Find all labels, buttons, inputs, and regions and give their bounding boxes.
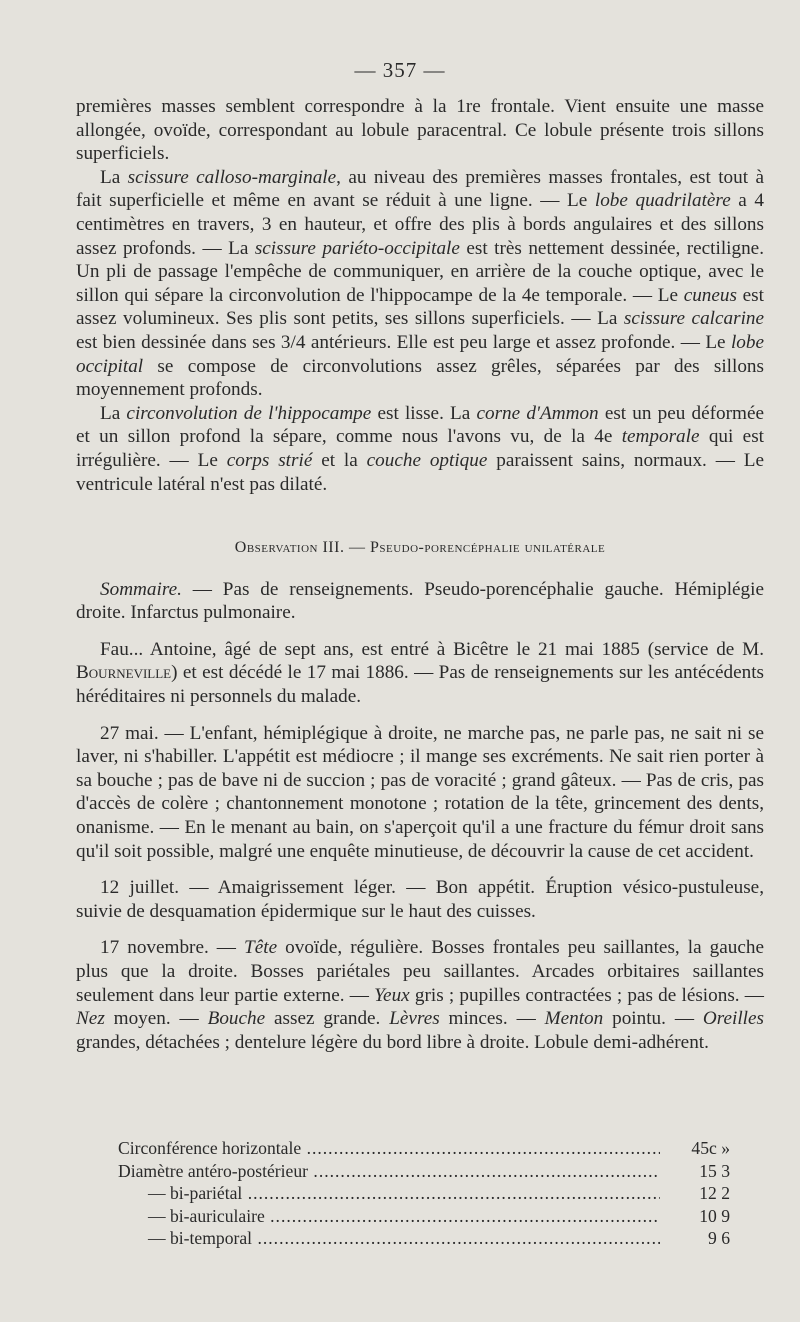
paragraph-3: La circonvolution de l'hippocampe est lisse. La corne d'Ammon est un peu déformée et un sillon profond la sépare, comme nous l'avons vu, de la 4e temporale qui est irrégulière. — Le corps strié et la couche optique paraissent sains, normaux. — Le ventricule latéral n'est pas dilaté.	[76, 402, 765, 495]
summary-label: Sommaire.	[100, 578, 182, 600]
paragraph-4: Fau... Antoine, âgé de sept ans, est entré à Bicêtre le 21 mai 1885 (service de M. Bourneville) et est décédé le 17 mai 1886. — Pas de renseignements sur les antécédents héréditaires ni personnels du malade.	[76, 638, 764, 708]
summary: Sommaire. — Pas de renseignements. Pseudo-porencéphalie gauche. Hémiplégie droite. Infarctus pulmonaire.	[76, 578, 764, 624]
measurement-row: Circonférence horizontale ..... 45c »	[118, 1137, 730, 1160]
paragraph-1: premières masses semblent correspondre à la 1re frontale. Vient ensuite une masse allongée, ovoïde, correspondant au lobule paracentral. Ce lobule présente trois sillons superficiels.	[76, 96, 764, 165]
measurement-row: Diamètre antéro-postérieur ..... 15 3	[118, 1160, 730, 1183]
paragraph-6: 12 juillet. — Amaigrissement léger. — Bon appétit. Éruption vésico-pustuleuse, suivie de desquamation épidermique sur le haut des cuisses.	[76, 877, 764, 922]
measurement-row: — bi-temporal ..... 9 6	[118, 1227, 730, 1250]
body-text	[76, 95, 764, 1054]
paragraph-2: La scissure calloso-marginale, au niveau des premières masses frontales, est tout à fait superficielle et même en avant se réduit à une ligne. — Le lobe quadrilatère a 4 centimètres en travers, 3 en hauteur, et offre des plis à bords angulaires et des sillons assez profonds. — La scissure pariéto-occipitale est très nettement dessinée, rectiligne. Un pli de passage l'empêche de communiquer, en arrière de la couche optique, avec le sillon qui sépare la circonvolution de l'hippocampe de la 4e temporale. — Le cuneus est assez volumineux. Ses plis sont petits, ses sillons superficiels. — La scissure calcarine est bien dessinée dans ses 3/4 antérieurs. Elle est peu large et assez profonde. — Le lobe occipital se compose de circonvolutions assez grêles, séparées par des sillons moyennement profonds.	[76, 166, 765, 401]
paragraph-5: 27 mai. — L'enfant, hémiplégique à droite, ne marche pas, ne parle pas, ne sait ni se laver, ni s'habiller. L'appétit est médiocre ; il mange ses excréments. Ne sait rien porter à sa bouche ; pas de bave ni de succion ; pas de voracité ; grand gâteux. — Pas de cris, pas d'accès de colère ; chantonnement monotone ; rotation de la tête, grincement des dents, onanisme. — En le menant au bain, on s'aperçoit qu'il a une fracture du fémur droit sans qu'il soit possible, malgré une enquête minutieuse, de découvrir la cause de cet accident.	[76, 722, 764, 862]
measurement-row: — bi-auriculaire ..... 10 9	[118, 1205, 730, 1228]
measurement-row: — bi-pariétal ..... 12 2	[118, 1182, 730, 1205]
page-number: — 357 —	[354, 58, 446, 82]
observation-heading: Observation III. — Pseudo-porencéphalie unilatérale	[234, 539, 606, 557]
paragraph-7: 17 novembre. — Tête ovoïde, régulière. Bosses frontales peu saillantes, la gauche plus que la droite. Bosses pariétales peu saillantes. Arcades orbitaires saillantes seulement dans leur partie externe. — Yeux gris ; pupilles contractées ; pas de lésions. — Nez moyen. — Bouche assez grande. Lèvres minces. — Menton pointu. — Oreilles grandes, détachées ; dentelure légère du bord libre à droite. Lobule demi-adhérent.	[76, 937, 764, 1053]
measurements-table	[118, 1137, 730, 1250]
